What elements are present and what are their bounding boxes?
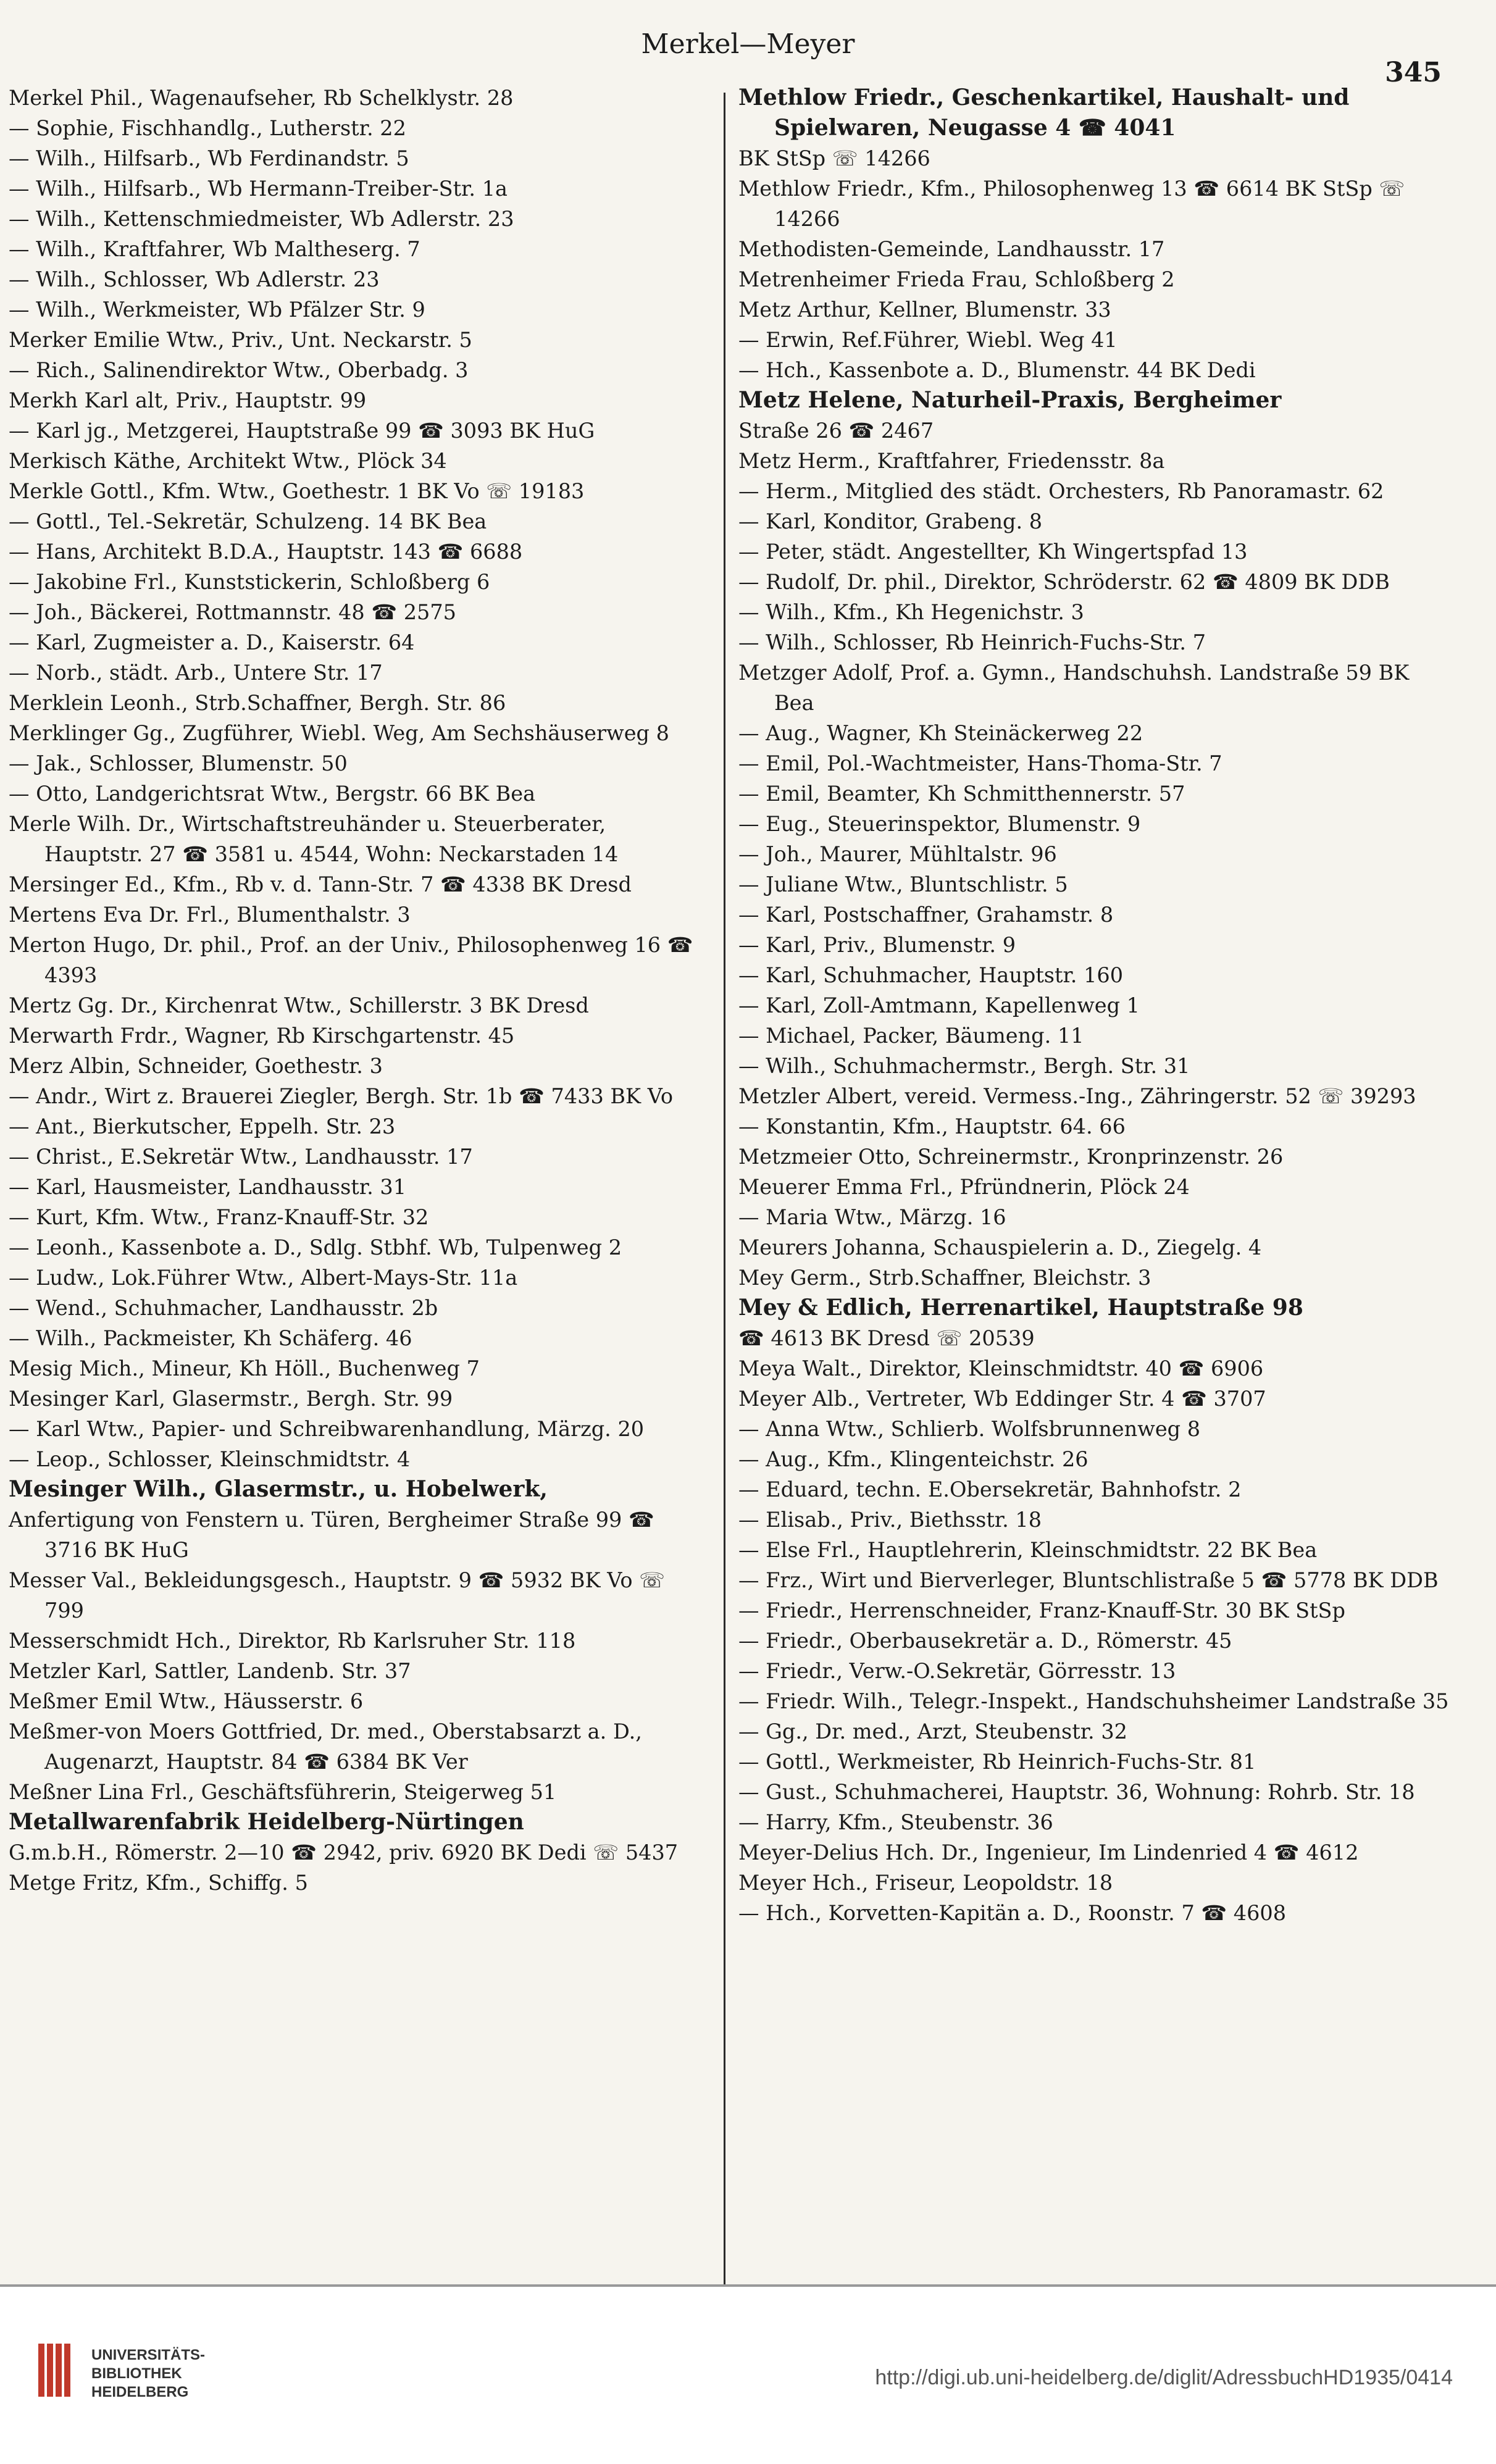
- directory-entry: — Else Frl., Hauptlehrerin, Kleinschmidtstr. 22 BK Bea: [738, 1538, 1318, 1562]
- directory-entry: — Otto, Landgerichtsrat Wtw., Bergstr. 66 BK Bea: [9, 782, 536, 806]
- directory-entry: Meyer Alb., Vertreter, Wb Eddinger Str. 4 ☎ 3707: [738, 1387, 1266, 1411]
- directory-entry: — Karl, Schuhmacher, Hauptstr. 160: [738, 963, 1124, 987]
- directory-entry: Mey & Edlich, Herrenartikel, Hauptstraße 98: [738, 1295, 1303, 1321]
- directory-entry: — Karl, Postschaffner, Grahamstr. 8: [738, 903, 1114, 927]
- directory-entry: Metz Arthur, Kellner, Blumenstr. 33: [738, 298, 1111, 322]
- directory-entry: — Peter, städt. Angestellter, Kh Wingertspfad 13: [738, 540, 1248, 564]
- directory-entry: Mertens Eva Dr. Frl., Blumenthalstr. 3: [9, 903, 411, 927]
- directory-entry: — Friedr., Oberbausekretär a. D., Römerstr. 45: [738, 1629, 1232, 1653]
- directory-entry: Merwarth Frdr., Wagner, Rb Kirschgartenstr. 45: [9, 1024, 515, 1048]
- directory-entry: — Eduard, techn. E.Obersekretär, Bahnhofstr. 2: [738, 1477, 1242, 1501]
- directory-entry: — Jak., Schlosser, Blumenstr. 50: [9, 751, 348, 775]
- directory-entry: — Hch., Kassenbote a. D., Blumenstr. 44 BK Dedi: [738, 358, 1256, 382]
- directory-entry: Meuerer Emma Frl., Pfründnerin, Plöck 24: [738, 1175, 1190, 1199]
- directory-entry: Anfertigung von Fenstern u. Türen, Bergheimer Straße 99 ☎ 3716 BK HuG: [9, 1508, 654, 1562]
- directory-entry: — Elisab., Priv., Biethsstr. 18: [738, 1508, 1042, 1532]
- directory-entry: — Karl Wtw., Papier- und Schreibwarenhandlung, Märzg. 20: [9, 1417, 645, 1441]
- directory-entry: — Sophie, Fischhandlg., Lutherstr. 22: [9, 116, 406, 140]
- source-url[interactable]: http://digi.ub.uni-heidelberg.de/diglit/AdressbuchHD1935/0414: [875, 2366, 1453, 2389]
- directory-entry: Merton Hugo, Dr. phil., Prof. an der Univ., Philosophenweg 16 ☎ 4393: [9, 933, 693, 987]
- directory-entry: — Hans, Architekt B.D.A., Hauptstr. 143 ☎ 6688: [9, 540, 523, 564]
- directory-entry: Messerschmidt Hch., Direktor, Rb Karlsruher Str. 118: [9, 1629, 576, 1653]
- directory-entry: Mesinger Wilh., Glasermstr., u. Hobelwerk,: [9, 1476, 548, 1502]
- directory-entry: Metzler Albert, vereid. Vermess.-Ing., Zähringerstr. 52 ☏ 39293: [738, 1084, 1416, 1108]
- library-name-line2: BIBLIOTHEK: [91, 2365, 182, 2382]
- directory-entry: — Ludw., Lok.Führer Wtw., Albert-Mays-Str. 11a: [9, 1266, 518, 1290]
- directory-entry: — Michael, Packer, Bäumeng. 11: [738, 1024, 1084, 1048]
- directory-entry: — Wilh., Hilfsarb., Wb Ferdinandstr. 5: [9, 146, 409, 170]
- directory-entry: Meurers Johanna, Schauspielerin a. D., Ziegelg. 4: [738, 1235, 1262, 1259]
- directory-entry: Merklinger Gg., Zugführer, Wiebl. Weg, Am Sechshäuserweg 8: [9, 721, 669, 745]
- directory-entry: Straße 26 ☎ 2467: [738, 419, 934, 443]
- directory-entry: Meßmer Emil Wtw., Häusserstr. 6: [9, 1689, 364, 1713]
- directory-entry: — Wilh., Kettenschmiedmeister, Wb Adlerstr. 23: [9, 207, 514, 231]
- directory-entry: — Wilh., Kraftfahrer, Wb Maltheserg. 7: [9, 237, 420, 261]
- directory-entry: Metge Fritz, Kfm., Schiffg. 5: [9, 1871, 308, 1895]
- library-name-line1: UNIVERSITÄTS-: [91, 2347, 206, 2363]
- directory-entry: Mersinger Ed., Kfm., Rb v. d. Tann-Str. 7 ☎ 4338 BK Dresd: [9, 872, 632, 896]
- directory-entry: — Gottl., Tel.-Sekretär, Schulzeng. 14 BK Bea: [9, 509, 487, 533]
- directory-entry: — Emil, Beamter, Kh Schmitthennerstr. 57: [738, 782, 1185, 806]
- directory-entry: — Joh., Maurer, Mühltalstr. 96: [738, 842, 1057, 866]
- page-number: 345: [1385, 57, 1442, 88]
- directory-entry: — Aug., Kfm., Klingenteichstr. 26: [738, 1447, 1089, 1471]
- library-name: [91, 2346, 205, 2402]
- directory-entry: Methodisten-Gemeinde, Landhausstr. 17: [738, 237, 1165, 261]
- directory-entry: — Wilh., Schlosser, Rb Heinrich-Fuchs-Str. 7: [738, 630, 1206, 654]
- directory-entry: — Karl, Zoll-Amtmann, Kapellenweg 1: [738, 993, 1140, 1017]
- column-divider: [724, 93, 725, 2334]
- directory-entry: BK StSp ☏ 14266: [738, 146, 930, 170]
- directory-entry: — Christ., E.Sekretär Wtw., Landhausstr. 17: [9, 1145, 473, 1169]
- directory-entry: — Wilh., Schlosser, Wb Adlerstr. 23: [9, 267, 380, 291]
- directory-entry: Metzger Adolf, Prof. a. Gymn., Handschuhsh. Landstraße 59 BK Bea: [738, 661, 1410, 715]
- directory-entry: — Wilh., Hilfsarb., Wb Hermann-Treiber-Str. 1a: [9, 177, 508, 201]
- directory-entry: Merz Albin, Schneider, Goethestr. 3: [9, 1054, 383, 1078]
- directory-entry: Merkle Gottl., Kfm. Wtw., Goethestr. 1 BK Vo ☏ 19183: [9, 479, 585, 503]
- directory-entry: — Ant., Bierkutscher, Eppelh. Str. 23: [9, 1114, 396, 1138]
- directory-entry: — Karl, Hausmeister, Landhausstr. 31: [9, 1175, 407, 1199]
- directory-entry: G.m.b.H., Römerstr. 2—10 ☎ 2942, priv. 6920 BK Dedi ☏ 5437: [9, 1840, 679, 1865]
- library-logo-icon: [36, 2340, 79, 2402]
- directory-entry: — Wilh., Schuhmachermstr., Bergh. Str. 31: [738, 1054, 1190, 1078]
- directory-entry: Meßmer-von Moers Gottfried, Dr. med., Oberstabsarzt a. D., Augenarzt, Hauptstr. 84 ☎ 6384 BK Ver: [9, 1719, 642, 1774]
- directory-entry: Methlow Friedr., Geschenkartikel, Haushalt- und Spielwaren, Neugasse 4 ☎ 4041: [738, 85, 1350, 141]
- directory-entry: — Konstantin, Kfm., Hauptstr. 64. 66: [738, 1114, 1126, 1138]
- directory-entry: Mey Germ., Strb.Schaffner, Bleichstr. 3: [738, 1266, 1151, 1290]
- directory-entry: — Gottl., Werkmeister, Rb Heinrich-Fuchs-Str. 81: [738, 1750, 1256, 1774]
- directory-entry: — Karl, Zugmeister a. D., Kaiserstr. 64: [9, 630, 415, 654]
- directory-entry: Merkh Karl alt, Priv., Hauptstr. 99: [9, 388, 367, 412]
- directory-entry: Messer Val., Bekleidungsgesch., Hauptstr. 9 ☎ 5932 BK Vo ☏ 799: [9, 1568, 666, 1622]
- directory-entry: — Joh., Bäckerei, Rottmannstr. 48 ☎ 2575: [9, 600, 456, 624]
- directory-entry: — Leonh., Kassenbote a. D., Sdlg. Stbhf. Wb, Tulpenweg 2: [9, 1235, 622, 1259]
- directory-entry: Metz Helene, Naturheil-Praxis, Bergheimer: [738, 387, 1282, 413]
- directory-entry: — Rich., Salinendirektor Wtw., Oberbadg. 3: [9, 358, 469, 382]
- directory-entry: — Herm., Mitglied des städt. Orchesters, Rb Panoramastr. 62: [738, 479, 1384, 503]
- directory-entry: Meyer Hch., Friseur, Leopoldstr. 18: [738, 1871, 1113, 1895]
- directory-entry: — Jakobine Frl., Kunststickerin, Schloßberg 6: [9, 570, 490, 594]
- directory-entry: — Wilh., Packmeister, Kh Schäferg. 46: [9, 1326, 412, 1350]
- directory-entry: — Karl, Konditor, Grabeng. 8: [738, 509, 1043, 533]
- directory-entry: — Kurt, Kfm. Wtw., Franz-Knauff-Str. 32: [9, 1205, 429, 1229]
- directory-entry: ☎ 4613 BK Dresd ☏ 20539: [738, 1326, 1035, 1350]
- directory-entry: — Friedr. Wilh., Telegr.-Inspekt., Handschuhsheimer Landstraße 35: [738, 1689, 1449, 1713]
- directory-entry: — Wend., Schuhmacher, Landhausstr. 2b: [9, 1296, 438, 1320]
- directory-entry: Meßner Lina Frl., Geschäftsführerin, Steigerweg 51: [9, 1780, 557, 1804]
- directory-entry: Metz Herm., Kraftfahrer, Friedensstr. 8a: [738, 449, 1165, 473]
- directory-entry: Merle Wilh. Dr., Wirtschaftstreuhänder u. Steuerberater, Hauptstr. 27 ☎ 3581 u. 4544, Wohn: Neckarstaden 14: [9, 812, 619, 866]
- directory-entry: Metallwarenfabrik Heidelberg-Nürtingen: [9, 1809, 524, 1835]
- directory-entry: Metzmeier Otto, Schreinermstr., Kronprinzenstr. 26: [738, 1145, 1284, 1169]
- page-header: Merkel—Meyer: [641, 28, 855, 60]
- directory-entry: Mertz Gg. Dr., Kirchenrat Wtw., Schillerstr. 3 BK Dresd: [9, 993, 589, 1017]
- directory-entry: — Leop., Schlosser, Kleinschmidtstr. 4: [9, 1447, 411, 1471]
- directory-entry: — Andr., Wirt z. Brauerei Ziegler, Bergh. Str. 1b ☎ 7433 BK Vo: [9, 1084, 673, 1108]
- directory-entry: — Wilh., Werkmeister, Wb Pfälzer Str. 9: [9, 298, 425, 322]
- library-name-line3: HEIDELBERG: [91, 2384, 189, 2400]
- directory-entry: — Gg., Dr. med., Arzt, Steubenstr. 32: [738, 1719, 1127, 1744]
- directory-entry: — Norb., städt. Arb., Untere Str. 17: [9, 661, 383, 685]
- directory-entry: Meya Walt., Direktor, Kleinschmidtstr. 40 ☎ 6906: [738, 1356, 1264, 1380]
- footer: [0, 2284, 1496, 2464]
- directory-entry: — Juliane Wtw., Bluntschlistr. 5: [738, 872, 1068, 896]
- directory-entry: — Gust., Schuhmacherei, Hauptstr. 36, Wohnung: Rohrb. Str. 18: [738, 1780, 1415, 1804]
- directory-entry: Metzler Karl, Sattler, Landenb. Str. 37: [9, 1659, 411, 1683]
- left-column: [9, 83, 709, 1898]
- directory-entry: — Rudolf, Dr. phil., Direktor, Schröderstr. 62 ☎ 4809 BK DDB: [738, 570, 1390, 594]
- directory-entry: Mesinger Karl, Glasermstr., Bergh. Str. 99: [9, 1387, 453, 1411]
- directory-entry: — Harry, Kfm., Steubenstr. 36: [738, 1810, 1053, 1834]
- directory-entry: — Karl jg., Metzgerei, Hauptstraße 99 ☎ 3093 BK HuG: [9, 419, 595, 443]
- directory-entry: Meyer-Delius Hch. Dr., Ingenieur, Im Lindenried 4 ☎ 4612: [738, 1840, 1359, 1865]
- directory-entry: — Anna Wtw., Schlierb. Wolfsbrunnenweg 8: [738, 1417, 1201, 1441]
- directory-entry: Merklein Leonh., Strb.Schaffner, Bergh. Str. 86: [9, 691, 506, 715]
- directory-entry: — Aug., Wagner, Kh Steinäckerweg 22: [738, 721, 1143, 745]
- directory-entry: — Wilh., Kfm., Kh Hegenichstr. 3: [738, 600, 1084, 624]
- directory-entry: Merkisch Käthe, Architekt Wtw., Plöck 34: [9, 449, 447, 473]
- directory-entry: Merker Emilie Wtw., Priv., Unt. Neckarstr. 5: [9, 328, 472, 352]
- right-column: [738, 83, 1455, 1928]
- directory-entry: — Frz., Wirt und Bierverleger, Bluntschlistraße 5 ☎ 5778 BK DDB: [738, 1568, 1439, 1592]
- directory-entry: — Emil, Pol.-Wachtmeister, Hans-Thoma-Str. 7: [738, 751, 1222, 775]
- directory-entry: — Erwin, Ref.Führer, Wiebl. Weg 41: [738, 328, 1118, 352]
- directory-entry: — Friedr., Verw.-O.Sekretär, Görresstr. 13: [738, 1659, 1176, 1683]
- directory-entry: Metrenheimer Frieda Frau, Schloßberg 2: [738, 267, 1175, 291]
- directory-entry: — Hch., Korvetten-Kapitän a. D., Roonstr. 7 ☎ 4608: [738, 1901, 1287, 1925]
- directory-entry: — Karl, Priv., Blumenstr. 9: [738, 933, 1016, 957]
- directory-entry: Merkel Phil., Wagenaufseher, Rb Schelklystr. 28: [9, 86, 514, 110]
- directory-entry: — Eug., Steuerinspektor, Blumenstr. 9: [738, 812, 1141, 836]
- directory-entry: Methlow Friedr., Kfm., Philosophenweg 13 ☎ 6614 BK StSp ☏ 14266: [738, 177, 1405, 231]
- directory-entry: — Maria Wtw., Märzg. 16: [738, 1205, 1006, 1229]
- directory-entry: — Friedr., Herrenschneider, Franz-Knauff-Str. 30 BK StSp: [738, 1598, 1345, 1622]
- directory-entry: Mesig Mich., Mineur, Kh Höll., Buchenweg 7: [9, 1356, 480, 1380]
